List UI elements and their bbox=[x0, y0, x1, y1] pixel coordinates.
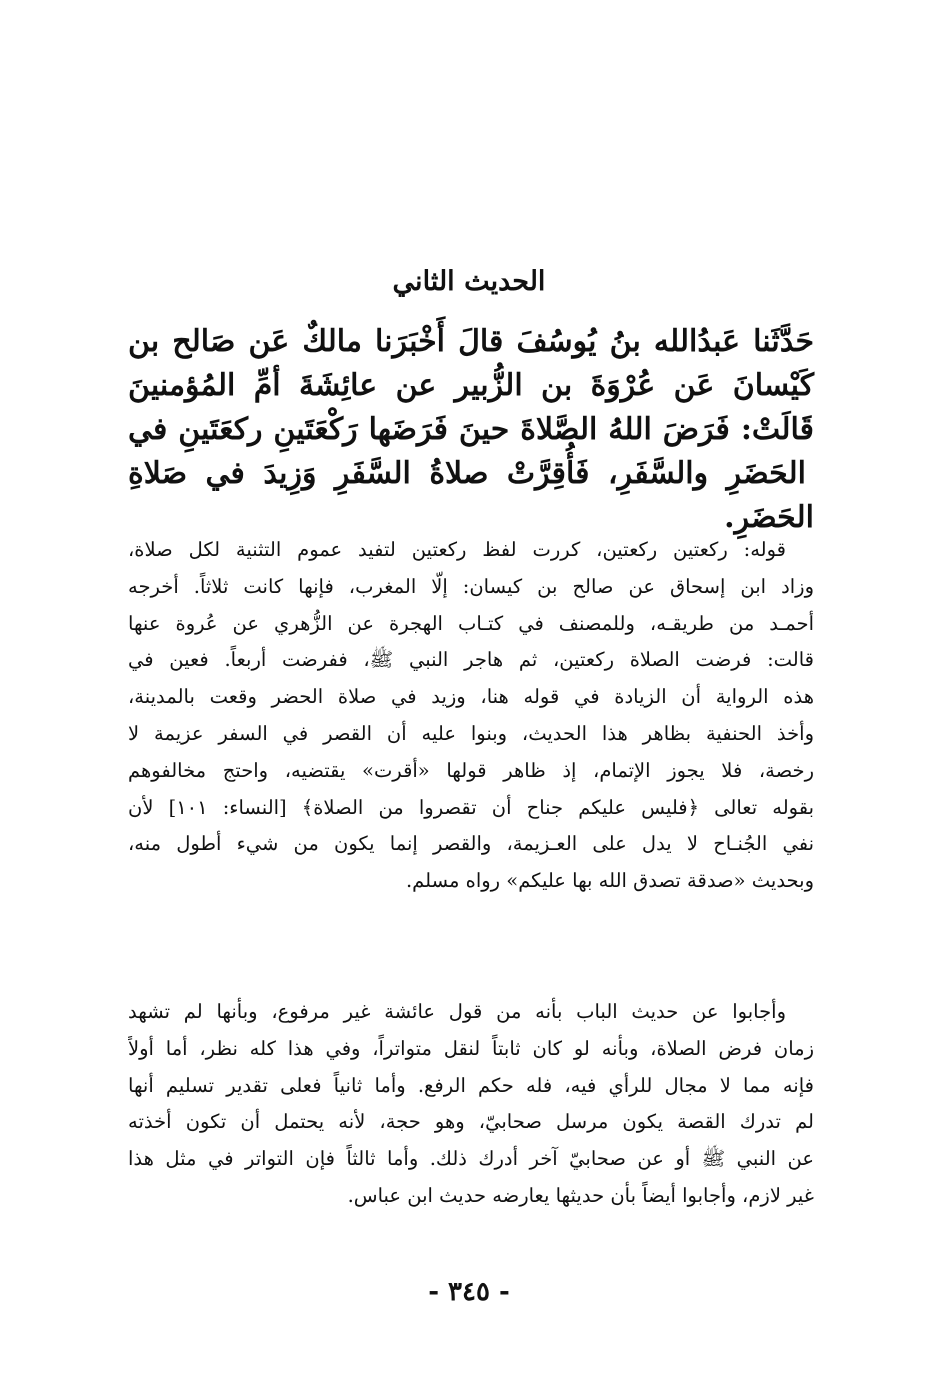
commentary-line: وبحديث «صدقة تصدق الله بها عليكم» رواه مسلم. bbox=[405, 869, 814, 893]
commentary-line: نفي الجُنـاح لا يدل على العـزيمة، والقصر إنما يكون من شيء أطول منه، bbox=[128, 832, 814, 856]
commentary-line: وأجابوا عن حديث الباب بأنه من قول عائشة غير مرفوع، وبأنها لم تشهد bbox=[128, 1000, 786, 1023]
commentary-line: هذه الرواية أن الزيادة في قوله هنا، وزيد في صلاة الحضر وقعت بالمدينة، bbox=[128, 685, 814, 709]
commentary-line: فإنه مما لا مجال للرأي فيه، فله حكم الرفع. وأما ثانياً فعلى تقدير تسليم أنها bbox=[128, 1073, 814, 1097]
commentary-paragraph-1 bbox=[128, 532, 814, 900]
commentary-line: أحمـد من طريقـه، وللمصنف في كتـاب الهجرة عن الزُّهري عن عُروة عنها bbox=[128, 611, 814, 635]
commentary-line: قالت: فرضت الصلاة ركعتين، ثم هاجر النبي ﷺ، ففرضت أربعاً. فعين في bbox=[128, 648, 814, 672]
commentary-line: وزاد ابن إسحاق عن صالح بن كيسان: إلّا المغرب، فإنها كانت ثلاثاً. أخرجه bbox=[128, 574, 814, 598]
commentary-line: بقوله تعالى ﴿فليس عليكم جناح أن تقصروا من الصلاة﴾ [النساء: ١٠١] لأن bbox=[128, 795, 814, 819]
commentary-paragraph-2 bbox=[128, 994, 814, 1215]
commentary-line: وأخذ الحنفية بظاهر هذا الحديث، وبنوا عليه أن القصر في السفر عزيمة لا bbox=[128, 721, 814, 745]
page-number: - ٣٤٥ - bbox=[428, 1277, 510, 1307]
commentary-line: زمان فرض الصلاة، وبأنه لو كان ثابتاً لنقل متواتراً، وفي هذا كله نظر، أما أولاً bbox=[128, 1036, 814, 1060]
commentary-line: رخصة، فلا يجوز الإتمام، إذ ظاهر قولها «أقرت» يقتضيه، واحتج مخالفوهم bbox=[128, 758, 814, 782]
hadith-line: حَدَّثَنا عَبدُالله بنُ يُوسُفَ قالَ أَخْبَرَنا مالكٌ عَن صَالح بن كَيْسانَ عَن bbox=[128, 324, 814, 403]
hadith-line: رَكْعَتَينِ ركعَتَينِ في الحَضَرِ والسَّفَرِ، فَأُقِرَّتْ صلاةُ السَّفَرِ وَزِيدَ في صَلاةِ bbox=[128, 412, 806, 491]
hadith-line: عُرْوَةَ بن الزُّبير عن عائِشَةَ أمِّ المُؤمنينَ قَالَتْ: فَرَضَ اللهُ الصَّلاةَ حينَ فَرَضَها bbox=[128, 368, 815, 447]
commentary-line: عن النبي ﷺ أو عن صحابيّ آخر أدرك ذلك. وأما ثالثاً فإن التواتر في مثل هذا bbox=[128, 1147, 814, 1171]
commentary-line: قوله: ركعتين ركعتين، كررت لفظ ركعتين لتفيد عموم التثنية لكل صلاة، bbox=[128, 538, 786, 561]
commentary-line: لم تدرك القصة يكون مرسل صحابيّ، وهو حجة، لأنه يحتمل أن تكون أخذته bbox=[128, 1110, 814, 1134]
hadith-line: الحَضَرِ. bbox=[724, 500, 814, 535]
hadith-text bbox=[128, 320, 814, 540]
commentary-line: غير لازم، وأجابوا أيضاً بأن حديثها يعارضه حديث ابن عباس. bbox=[347, 1183, 814, 1207]
section-heading: الحديث الثاني bbox=[392, 266, 546, 297]
